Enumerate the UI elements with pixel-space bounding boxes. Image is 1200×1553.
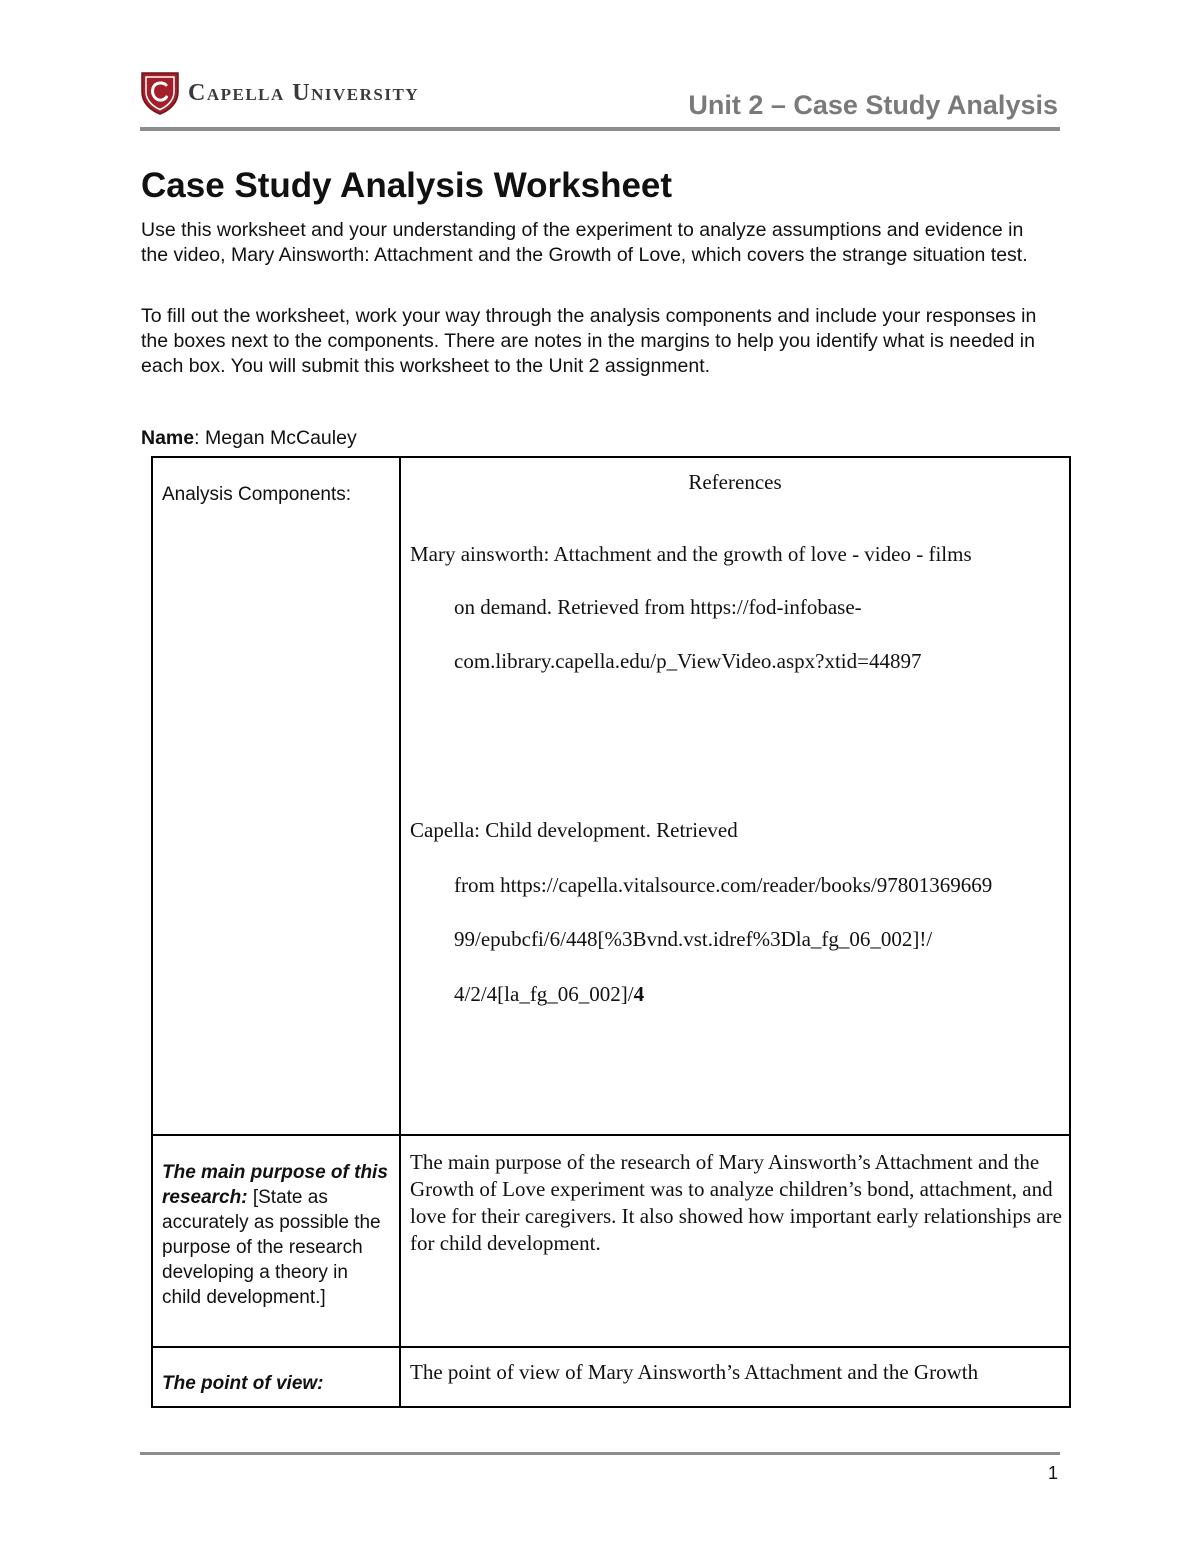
main-purpose-response: The main purpose of the research of Mary Ainsworth’s Attachment and the Growth of Love experiment was to analyze children’s bond, attachment, and love for their caregivers. It also showed how important early relationships are for child development. [410, 1150, 1062, 1255]
point-of-view-response: The point of view of Mary Ainsworth’s Attachment and the Growth [410, 1360, 979, 1384]
analysis-components-header: Analysis Components: [162, 484, 352, 505]
document-title: Case Study Analysis Worksheet [141, 166, 673, 205]
intro-paragraph-1: Use this worksheet and your understanding of the experiment to analyze assumptions and evidence in the video, Mary Ainsworth: Attachment and the Growth of Love, which covers the strange situation test. [141, 219, 1028, 266]
name-value: : Megan McCauley [194, 427, 357, 449]
references-header: References [688, 470, 782, 494]
reference-2-line-4 [454, 982, 644, 1007]
point-of-view-label [162, 1371, 392, 1396]
brand-name: Capella University [188, 79, 420, 106]
main-purpose-label [162, 1160, 392, 1310]
reference-2-line-4-text: 4/2/4[la_fg_06_002]/ [454, 982, 634, 1006]
unit-title: Unit 2 – Case Study Analysis [688, 90, 1058, 120]
reference-1-line-1: Mary ainsworth: Attachment and the growth of love - video - films [410, 542, 972, 566]
university-logo [140, 70, 419, 116]
table-border-bottom [151, 1406, 1071, 1408]
analysis-table [151, 456, 1072, 1408]
page-header [140, 68, 1060, 132]
point-of-view-label-bold: The point of view: [162, 1373, 324, 1394]
name-label: Name [141, 427, 195, 449]
table-border-top [151, 456, 1071, 458]
main-purpose-label-note: [State as accurately as possible the purpose of the research developing a theory in child development.] [162, 1187, 381, 1308]
footer-divider [140, 1452, 1060, 1455]
reference-2-line-3: 99/epubcfi/6/448[%3Bvnd.vst.idref%3Dla_fg_06_002]!/ [454, 927, 933, 951]
reference-2-bold-tail: 4 [633, 982, 645, 1006]
page-number: 1 [1047, 1463, 1058, 1483]
table-border-right [1069, 456, 1071, 1408]
table-border-left [151, 456, 153, 1408]
table-row-divider-1 [151, 1134, 1071, 1136]
intro-paragraph-2: To fill out the worksheet, work your way through the analysis components and include your responses in the boxes next to the components. There are notes in the margins to help you identify what is needed in each box. You will submit this worksheet to the Unit 2 assignment. [141, 305, 1037, 377]
shield-logo-icon [140, 70, 180, 116]
reference-1-line-3: com.library.capella.edu/p_ViewVideo.aspx?xtid=44897 [454, 649, 922, 673]
table-column-divider [399, 456, 401, 1408]
reference-2-line-1: Capella: Child development. Retrieved [410, 818, 738, 842]
reference-2-line-2: from https://capella.vitalsource.com/reader/books/97801369669 [454, 873, 993, 897]
table-row-divider-2 [151, 1346, 1071, 1348]
main-purpose-label-bold: The main purpose of this research: [162, 1162, 388, 1208]
header-divider [140, 127, 1060, 131]
student-name-line [141, 427, 357, 450]
reference-1-line-2: on demand. Retrieved from https://fod-infobase- [454, 595, 862, 619]
